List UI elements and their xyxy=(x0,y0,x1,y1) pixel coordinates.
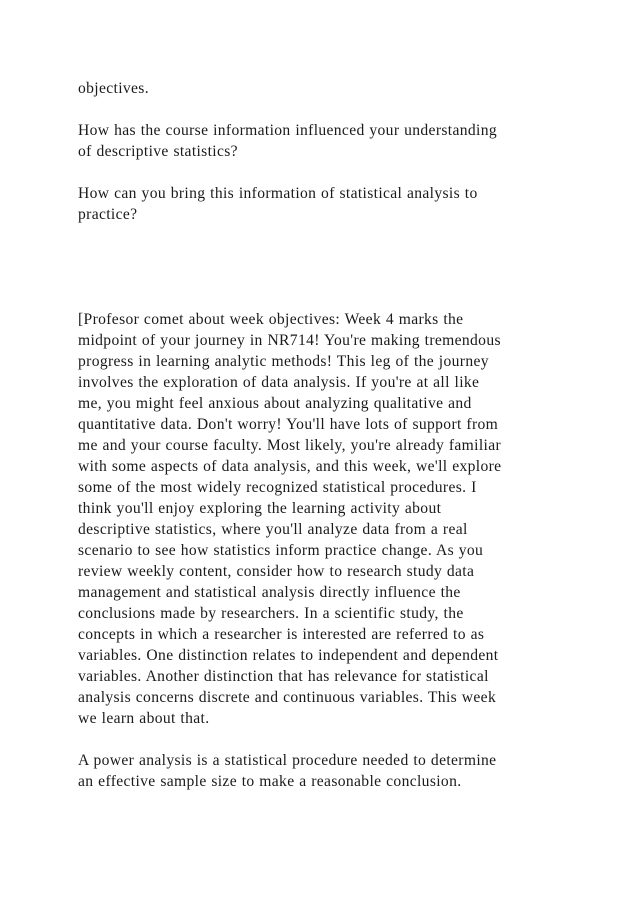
text-line: conclusions made by researchers. In a scientific study, the xyxy=(78,605,464,622)
text-line: [Profesor comet about week objectives: Week 4 marks the xyxy=(78,311,464,328)
text-line: some of the most widely recognized statistical procedures. I xyxy=(78,479,477,496)
text-line: A power analysis is a statistical procedure needed to determine xyxy=(78,752,497,769)
text-line: objectives. xyxy=(78,80,149,97)
text-line: variables. Another distinction that has relevance for statistical xyxy=(78,668,489,685)
paragraph-question-understanding xyxy=(78,120,568,162)
text-line: How has the course information influenced your understanding xyxy=(78,122,498,139)
text-line: me and your course faculty. Most likely, you're already familiar xyxy=(78,437,502,454)
text-line: How can you bring this information of statistical analysis to xyxy=(78,185,478,202)
text-line: review weekly content, consider how to research study data xyxy=(78,563,475,580)
text-line: quantitative data. Don't worry! You'll have lots of support from xyxy=(78,416,499,433)
text-line: of descriptive statistics? xyxy=(78,143,238,160)
paragraph-question-practice xyxy=(78,183,568,225)
text-line: progress in learning analytic methods! This leg of the journey xyxy=(78,353,489,370)
paragraph-professor-comment xyxy=(78,309,568,729)
text-line: midpoint of your journey in NR714! You're making tremendous xyxy=(78,332,501,349)
text-line: practice? xyxy=(78,206,138,223)
text-line: involves the exploration of data analysis. If you're at all like xyxy=(78,374,480,391)
text-line: scenario to see how statistics inform practice change. As you xyxy=(78,542,484,559)
text-line: think you'll enjoy exploring the learning activity about xyxy=(78,500,442,517)
paragraph-power-analysis xyxy=(78,750,568,792)
text-line: we learn about that. xyxy=(78,710,210,727)
text-line: management and statistical analysis directly influence the xyxy=(78,584,461,601)
text-line: variables. One distinction relates to independent and dependent xyxy=(78,647,499,664)
paragraph-objectives-fragment xyxy=(78,78,568,99)
text-line: an effective sample size to make a reasonable conclusion. xyxy=(78,773,462,790)
text-line: with some aspects of data analysis, and this week, we'll explore xyxy=(78,458,502,475)
text-line: analysis concerns discrete and continuous variables. This week xyxy=(78,689,497,706)
text-line: concepts in which a researcher is interested are referred to as xyxy=(78,626,485,643)
text-line: me, you might feel anxious about analyzing qualitative and xyxy=(78,395,472,412)
text-line: descriptive statistics, where you'll analyze data from a real xyxy=(78,521,468,538)
